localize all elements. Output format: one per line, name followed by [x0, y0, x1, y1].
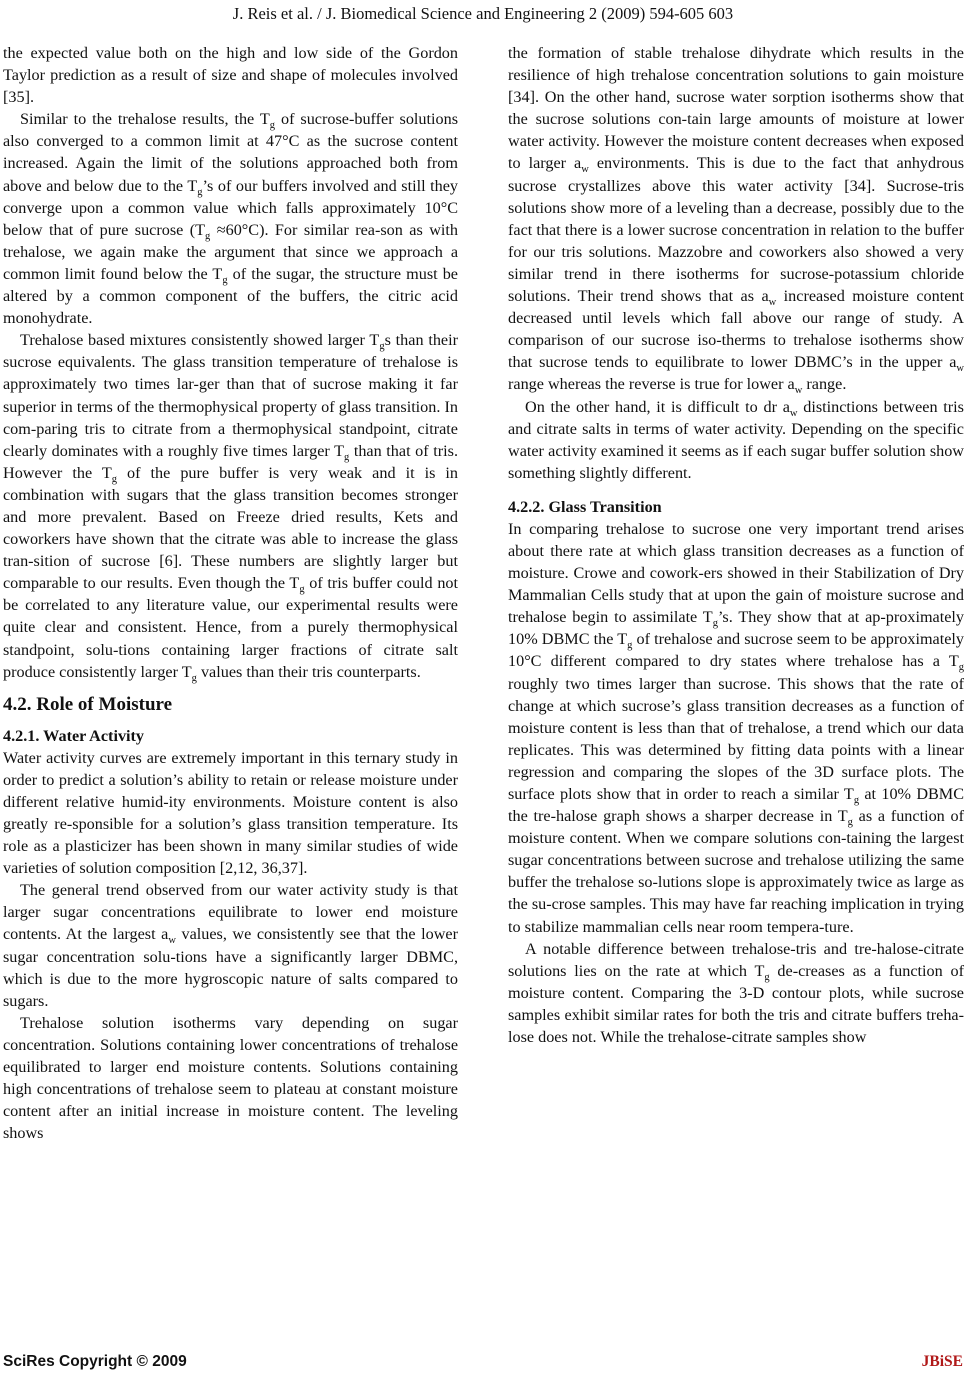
paragraph: Water activity curves are extremely important in this ternary study in order to predict a solution’s ability to retain or release moisture under different relative humid-ity environments. Moisture content is also greatly re-sponsible for a solution’s glass transition temperature. Its role as a plasticizer has been shown in many similar studies of wide varieties of solution composition [2,12, 36,37].	[3, 748, 458, 878]
paragraph: On the other hand, it is difficult to dr $a_w$ distinctions between tris and citrate salts in terms of water activity. Depending on the specific water activity examined it seems as if each sugar buffer solution show something slightly different.	[508, 397, 964, 482]
subsection-heading: 4.2.1. Water Activity	[3, 726, 145, 745]
copyright-notice: SciRes Copyright © 2009	[3, 1353, 187, 1370]
running-header	[0, 4, 966, 24]
paragraph: Trehalose solution isotherms vary depending on sugar concentration. Solutions containing lower concentrations of trehalose equilibrated to larger end moisture contents. Solutions containing high concentrations of trehalose seem to plateau at constant moisture content after an initial increase in moisture content. The leveling shows	[3, 1013, 458, 1143]
journal-abbreviation: JBiSE	[921, 1353, 963, 1370]
paragraph: Similar to the trehalose results, the $T_g$ of sucrose-buffer solutions also converged to a common limit at 47°C as the sucrose content increased. Again the limit of the solutions approached both from above and below due to the $T_g’s$ of our buffers involved and still they converge upon a common value which falls approximately 10°C below that of pure sucrose $(T_g \approx 60^\circ C)$. For similar rea-son as with trehalose, we again make the argument that since we approach a common limit found below the $T_g$ of the sugar, the structure must be altered by a common component of the buffers, the citric acid monohydrate.	[3, 110, 459, 328]
paragraph: the formation of stable trehalose dihydrate which results in the resilience of high trehalose concentration solutions to gain moisture [34]. On the other hand, sucrose water sorption isotherms show that the sucrose solutions con-tain large amounts of moisture at lower water activity. However the moisture content decreases when exposed to larger $a_w$ environments. This is due to the fact that anhydrous sucrose crystallizes above this water activity [34]. Sucrose-tris solutions show more of a leveling than a decrease, possibly due to the fact that there is a lower sucrose concentration in relation to the buffer for our tris solutions. Mazzobre and coworkers also showed a very similar trend in there isotherms for sucrose-potassium chloride solutions. Their trend shows that as $a_w$ increased moisture content decreased until levels which fall above our range of study. A comparison of our sucrose iso-therms to trehalose isotherms show that sucrose tends to equilibrate to lower DBMC’s in the upper $a_w$ range whereas the reverse is true for lower $a_w$ range.	[508, 44, 964, 397]
paragraph: In comparing trehalose to sucrose one very important trend arises about there rate at which glass transition decreases as a function of moisture. Crowe and cowork-ers showed in their Stabilization of Dry Mammalian Cells study that at upon the gain of moisture sucrose and trehalose begin to assimilate $T_g’s$. They show that at ap-proximately 10% DBMC the $T_g$ of trehalose and sucrose seem to be approximately 10°C different compared to dry states where trehalose has a $T_g$ roughly two times larger than sucrose. This shows that the rate of change at which sucrose’s glass transition decreases as a function of moisture content is less than that of trehalose, a trend which our data replicates. This was determined by fitting data points with a linear regression and comparing the slopes of the 3D surface plots. The surface plots show that in order to reach a similar $T_g$ at 10% DBMC the tre-halose graph shows a sharper decrease in $T_g$ as a function of moisture content. When we compare solutions con-taining the largest sugar concentrations between sucrose and trehalose utilizing the same buffer the trehalose so-lutions slope is approximately twice as large as the su-crose samples. This may have far reaching implication in trying to stabilize mammalian cells near room tempera-ture.	[508, 519, 965, 936]
page-footer	[3, 1353, 963, 1375]
paragraph: the expected value both on the high and low side of the Gordon Taylor prediction as a result of size and shape of molecules involved [35].	[3, 44, 458, 107]
running-header-text: J. Reis et al. / J. Biomedical Science and Engineering 2 (2009) 594-605 603	[232, 4, 734, 23]
section-heading: 4.2. Role of Moisture	[3, 693, 173, 715]
paragraph: The general trend observed from our water activity study is that larger sugar concentrations equilibrate to lower end moisture contents. At the largest $a_w$ values, we consistently see that the lower sugar concentration solu-tions have a significantly larger DBMC, which is due to the more hygroscopic nature of salts compared to sugars.	[3, 881, 458, 1010]
subsection-heading: 4.2.2. Glass Transition	[508, 497, 662, 516]
left-column	[3, 42, 458, 1144]
paragraph: Trehalose based mixtures consistently showed larger $T_gs$ than their sucrose equivalents. The glass transition temperature of trehalose is approximately two times lar-ger than that of sucrose making it far superior in terms of the thermophysical property of glass transition. In com-paring tris to citrate from a thermophysical standpoint, citrate clearly dominates with a roughly five times larger $T_g$ than that of tris. However the $T_g$ of the pure buffer is very weak and it is in combination with sugars that the glass transition becomes stronger and more prevalent. Based on Freeze dried results, Kets and coworkers have shown that the citrate was able to increase the glass tran-sition of sucrose [6]. These numbers are slightly larger but comparable to our results. Even though the $T_g$ of tris buffer could not be correlated to any literature value, our experimental results were quite clear and consistent. Hence, from a purely thermophysical standpoint, solu-tions containing larger fractions of citrate salt produce consistently larger $T_g$ values than their tris counterparts.	[3, 331, 459, 684]
paragraph: A notable difference between trehalose-tris and tre-halose-citrate solutions lies on the rate at which $T_g$ de-creases as a function of moisture content. Comparing the 3-D contour plots, while sucrose samples exhibit similar rates for both the tris and citrate buffers treha-lose does not. While the trehalose-citrate samples show	[508, 939, 964, 1047]
right-column	[508, 42, 964, 1048]
